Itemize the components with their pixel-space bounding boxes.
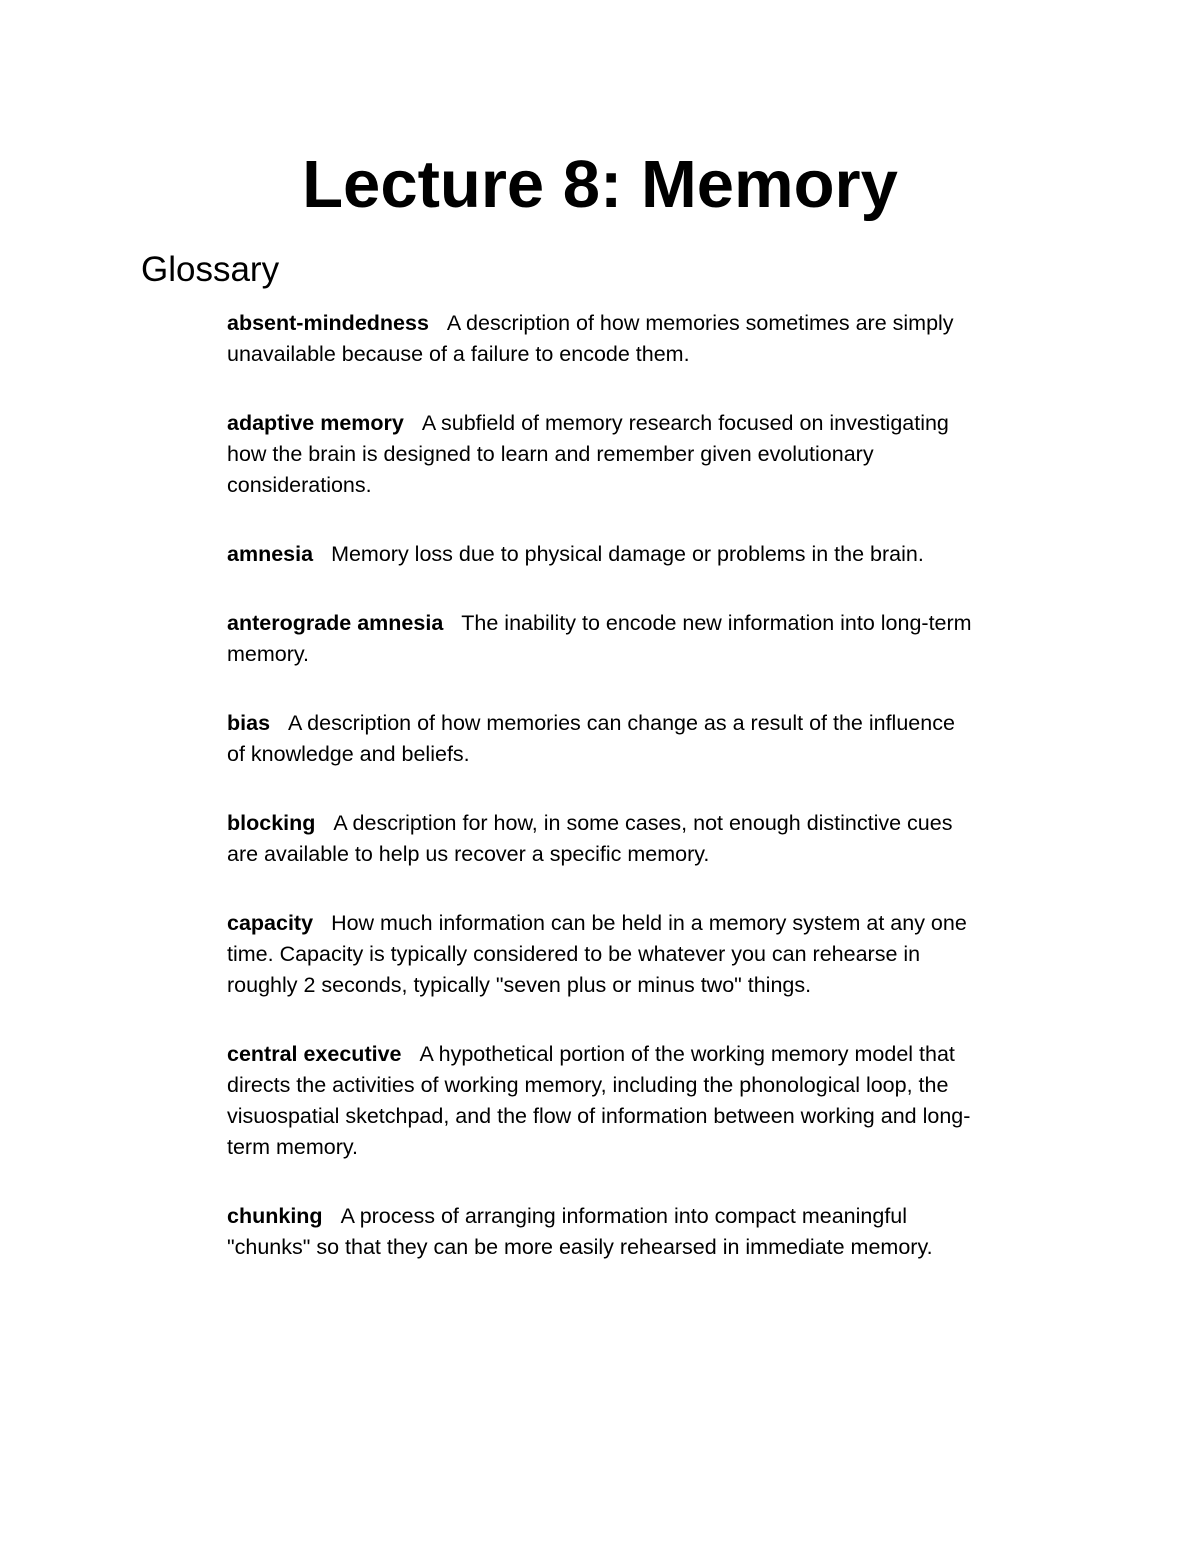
glossary-term: absent-mindedness — [227, 311, 429, 335]
page-title: Lecture 8: Memory — [302, 147, 898, 222]
glossary-list — [227, 308, 977, 1301]
glossary-definition: A subfield of memory research focused on investigating how the brain is designed to learn and remember given evolutionary considerations. — [227, 411, 949, 497]
glossary-entry — [227, 539, 977, 570]
glossary-term: blocking — [227, 811, 316, 835]
glossary-definition: A description of how memories sometimes are simply unavailable because of a failure to encode them. — [227, 311, 954, 366]
glossary-definition: A hypothetical portion of the working memory model that directs the activities of working memory, including the phonological loop, the visuospatial sketchpad, and the flow of information between working and long-term memory. — [227, 1042, 971, 1159]
section-heading-glossary: Glossary — [141, 250, 280, 289]
glossary-entry — [227, 908, 977, 1001]
glossary-entry — [227, 408, 977, 501]
glossary-term: bias — [227, 711, 271, 735]
glossary-definition: How much information can be held in a memory system at any one time. Capacity is typically considered to be whatever you can rehearse in roughly 2 seconds, typically "seven plus or minus two" things. — [227, 911, 967, 997]
glossary-term: central executive — [227, 1042, 402, 1066]
glossary-entry — [227, 708, 977, 770]
glossary-definition: Memory loss due to physical damage or problems in the brain. — [331, 542, 924, 566]
glossary-definition: A process of arranging information into compact meaningful "chunks" so that they can be more easily rehearsed in immediate memory. — [227, 1204, 933, 1259]
glossary-term: capacity — [227, 911, 314, 935]
glossary-entry — [227, 1201, 977, 1263]
glossary-entry — [227, 308, 977, 370]
glossary-entry — [227, 608, 977, 670]
glossary-term: anterograde amnesia — [227, 611, 444, 635]
glossary-term: amnesia — [227, 542, 314, 566]
glossary-term: chunking — [227, 1204, 323, 1228]
glossary-entry — [227, 808, 977, 870]
glossary-term: adaptive memory — [227, 411, 404, 435]
glossary-definition: The inability to encode new information into long-term memory. — [227, 611, 972, 666]
glossary-definition: A description for how, in some cases, not enough distinctive cues are available to help us recover a specific memory. — [227, 811, 953, 866]
glossary-definition: A description of how memories can change as a result of the influence of knowledge and beliefs. — [227, 711, 955, 766]
glossary-entry — [227, 1039, 977, 1163]
